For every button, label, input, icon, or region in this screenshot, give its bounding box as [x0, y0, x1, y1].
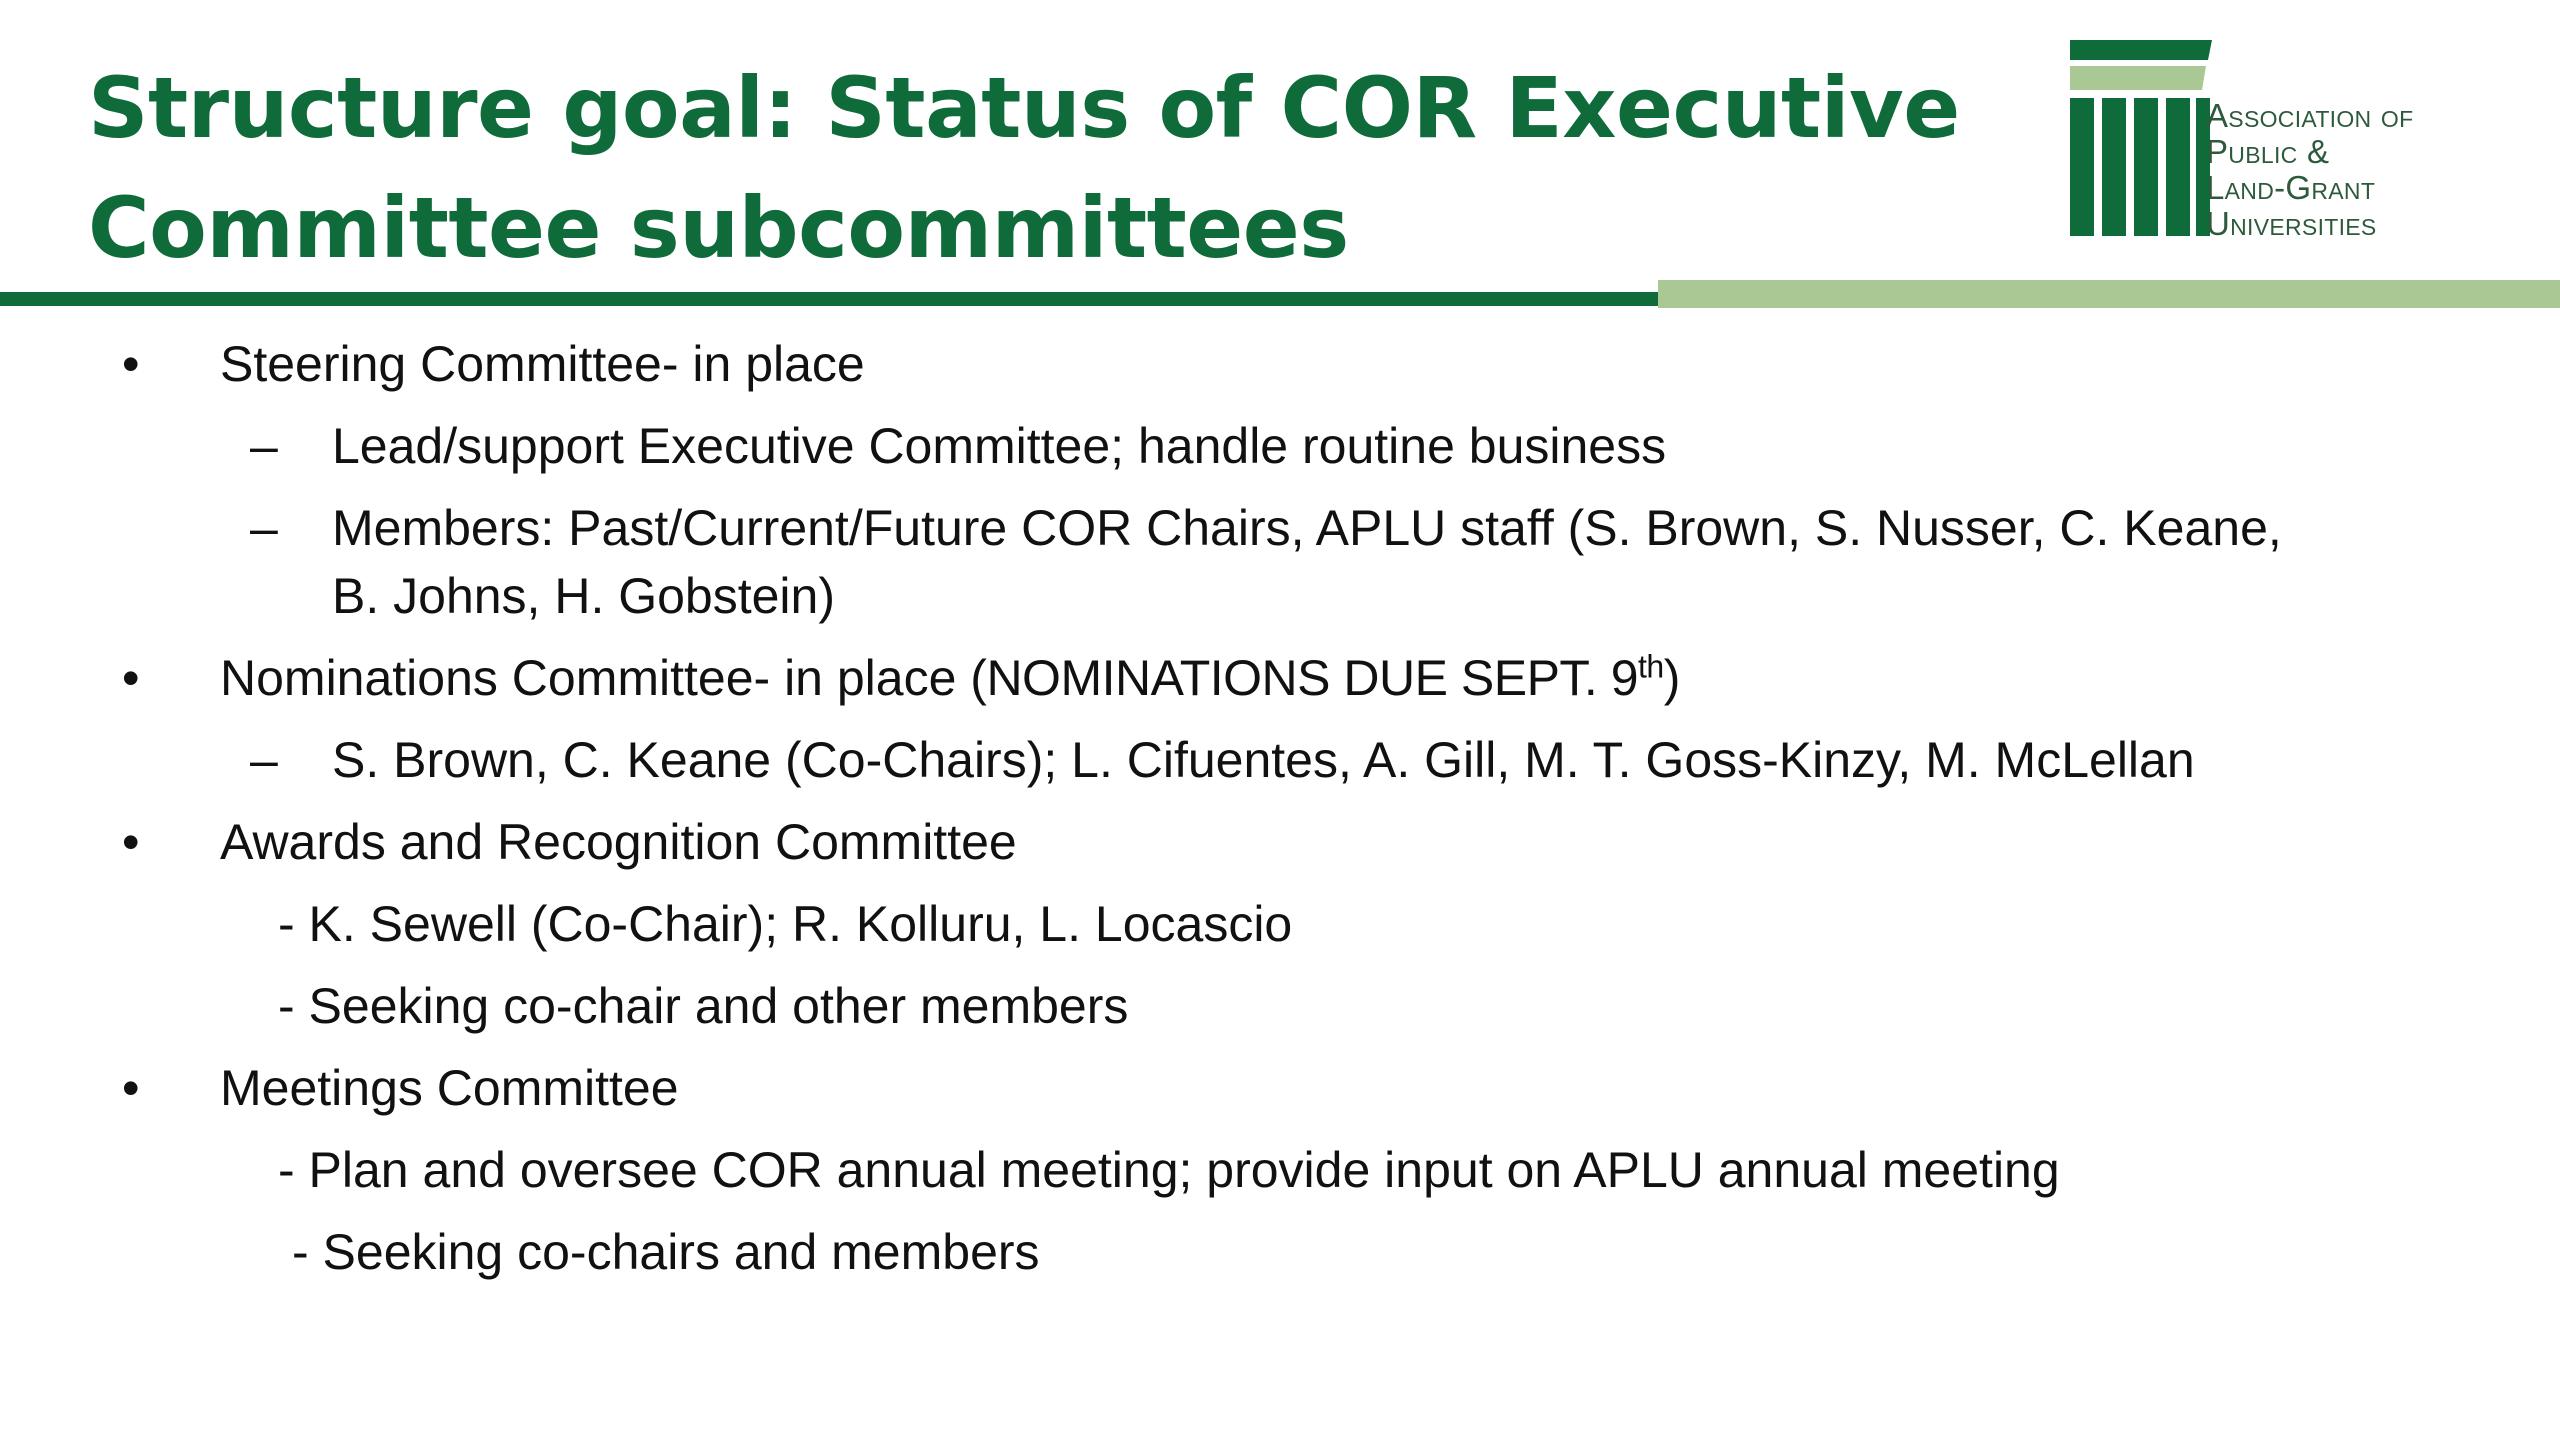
bullet-meetings-committee: Meetings Committee — [220, 1060, 679, 1116]
slide-title-line-2: Committee subcommittees — [88, 179, 1349, 277]
aplu-logo-wordmark — [2206, 98, 2413, 242]
header-rule-dark — [0, 292, 1658, 306]
nominations-label: Nominations Committee- in place — [220, 650, 971, 706]
bullet-awards-committee: Awards and Recognition Committee — [220, 814, 1017, 870]
bullet-icon: • — [122, 336, 140, 392]
bullet-icon: • — [122, 814, 140, 870]
nominations-deadline-text: (NOMINATIONS DUE SEPT. 9 — [970, 650, 1639, 706]
nominations-deadline — [970, 650, 1680, 706]
bullet-icon: • — [122, 650, 140, 706]
logo-text-line-3: Land-Grant — [2206, 169, 2376, 206]
sub-awards-members: - K. Sewell (Co-Chair); R. Kolluru, L. Locascio — [278, 896, 1293, 952]
dash-icon: – — [250, 732, 278, 788]
sub-steering-lead-support: Lead/support Executive Committee; handle routine business — [332, 418, 1667, 474]
sub-steering-members-line-1: Members: Past/Current/Future COR Chairs, APLU staff (S. Brown, S. Nusser, C. Keane, — [332, 500, 2282, 556]
sub-meetings-seeking: - Seeking co-chairs and members — [292, 1224, 1040, 1280]
nominations-deadline-close: ) — [1663, 650, 1680, 706]
logo-text-line-1: Association of — [2206, 97, 2414, 134]
logo-text-line-2: Public & — [2206, 133, 2330, 170]
bullet-steering-committee: Steering Committee- in place — [220, 336, 865, 392]
nominations-deadline-suffix: th — [1638, 648, 1664, 685]
bullet-nominations-committee — [220, 644, 1680, 712]
slide-title — [88, 48, 1988, 288]
dash-icon: – — [250, 418, 278, 474]
bullet-icon: • — [122, 1060, 140, 1116]
sub-meetings-plan: - Plan and oversee COR annual meeting; provide input on APLU annual meeting — [278, 1142, 2060, 1198]
sub-awards-seeking: - Seeking co-chair and other members — [278, 978, 1129, 1034]
sub-steering-members-line-2: B. Johns, H. Gobstein) — [332, 568, 836, 624]
header-rule-light — [1658, 280, 2560, 308]
slide-title-line-1: Structure goal: Status of COR Executive — [88, 59, 1960, 157]
dash-icon: – — [250, 500, 278, 556]
logo-text-line-4: Universities — [2206, 205, 2377, 242]
sub-nominations-members: S. Brown, C. Keane (Co-Chairs); L. Cifuentes, A. Gill, M. T. Goss-Kinzy, M. McLellan — [332, 732, 2195, 788]
